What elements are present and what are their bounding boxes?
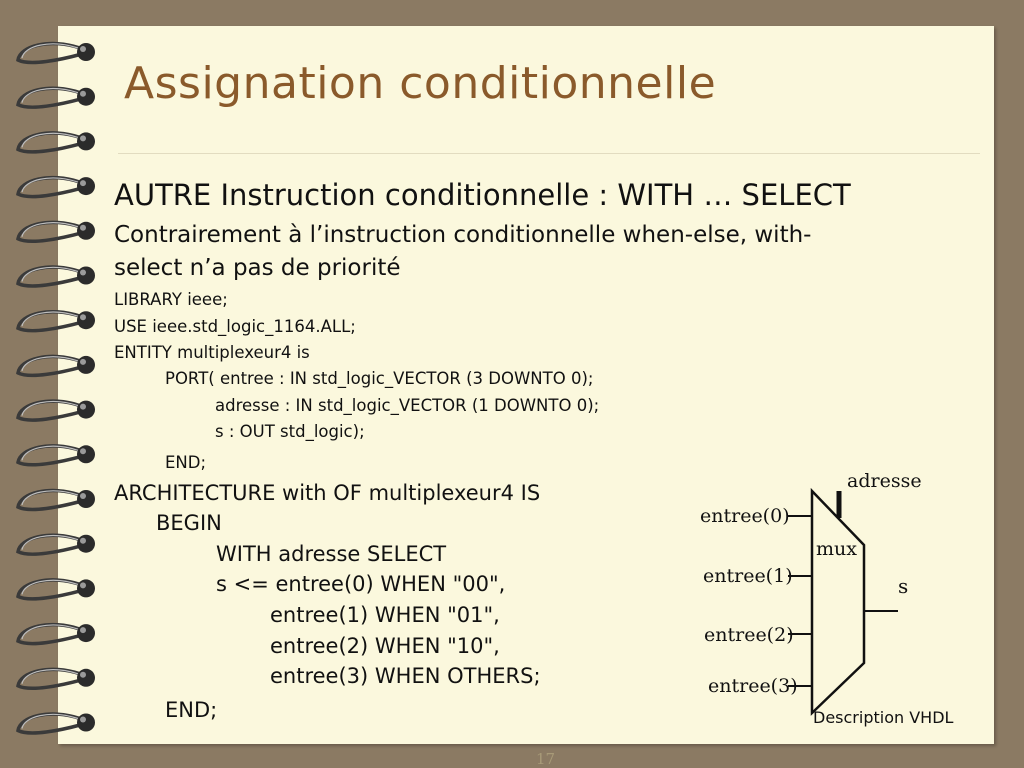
binding-ring: [18, 624, 95, 643]
binding-ring: [18, 401, 95, 420]
binding-ring: [18, 669, 95, 688]
subheading-line-1: Contrairement à l’instruction conditionnelle when-else, with-: [114, 222, 812, 248]
code-line-entity: ENTITY multiplexeur4 is: [114, 343, 310, 362]
code-line-port: PORT( entree : IN std_logic_VECTOR (3 DOWNTO 0);: [165, 369, 594, 388]
code-line-end-entity: END;: [165, 453, 207, 472]
heading: AUTRE Instruction conditionnelle : WITH … SELECT: [114, 178, 851, 212]
binding-ring: [18, 132, 95, 151]
input-label-0: entree(0): [700, 505, 790, 527]
code-line-when-others: entree(3) WHEN OTHERS;: [270, 664, 541, 688]
binding-ring: [18, 490, 95, 509]
code-line-use: USE ieee.std_logic_1164.ALL;: [114, 317, 356, 336]
code-line-when-2: entree(2) WHEN "10",: [270, 634, 500, 658]
page-number: 17: [536, 750, 556, 768]
binding-ring: [18, 88, 95, 107]
binding-ring: [18, 535, 95, 554]
input-label-1: entree(1): [703, 565, 793, 587]
binding-ring: [18, 356, 95, 375]
code-line-end-architecture: END;: [165, 698, 218, 722]
input-label-3: entree(3): [708, 675, 798, 697]
binding-ring: [18, 445, 95, 464]
binding-ring: [18, 43, 95, 62]
code-line-output: s : OUT std_logic);: [215, 422, 365, 441]
code-line-begin: BEGIN: [156, 511, 222, 535]
binding-ring: [18, 714, 95, 733]
title-divider: [118, 153, 980, 154]
code-line-when-1: entree(1) WHEN "01",: [270, 603, 500, 627]
binding-ring: [18, 222, 95, 241]
subheading-line-2: select n’a pas de priorité: [114, 255, 401, 281]
code-line-library: LIBRARY ieee;: [114, 290, 228, 309]
binding-ring: [18, 579, 95, 598]
code-line-with-select: WITH adresse SELECT: [216, 542, 447, 566]
output-label: s: [898, 574, 909, 598]
input-label-2: entree(2): [704, 624, 794, 646]
code-line-when-0: s <= entree(0) WHEN "00",: [216, 572, 506, 596]
code-line-adresse: adresse : IN std_logic_VECTOR (1 DOWNTO 0);: [215, 396, 600, 415]
code-line-architecture: ARCHITECTURE with OF multiplexeur4 IS: [114, 481, 541, 505]
binding-ring: [18, 311, 95, 330]
mux-label: mux: [816, 538, 857, 560]
select-label: adresse: [847, 470, 922, 492]
spiral-binding: [0, 0, 110, 768]
slide-title: Assignation conditionnelle: [124, 58, 717, 109]
binding-ring: [18, 177, 95, 196]
binding-ring: [18, 267, 95, 286]
diagram-caption: Description VHDL: [813, 708, 954, 727]
